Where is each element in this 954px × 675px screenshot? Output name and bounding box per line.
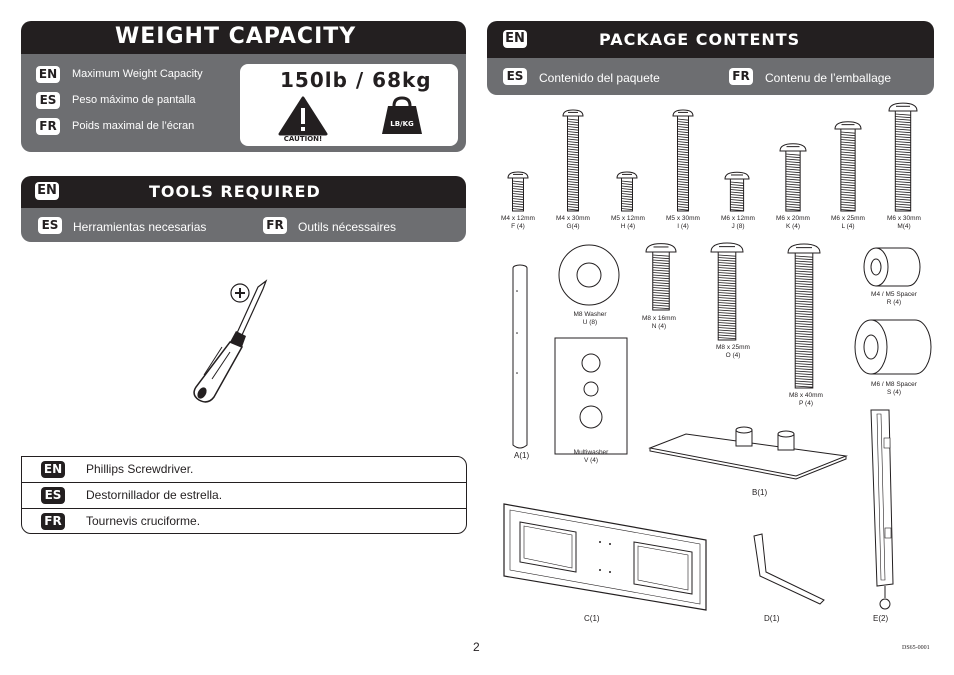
document-id: DS65-0001 <box>902 645 930 651</box>
tools-es-text: Herramientas necesarias <box>73 220 207 234</box>
phillips-screwdriver-illustration <box>180 275 280 410</box>
screw-label-f: M4 x 12mm F (4) <box>501 215 535 230</box>
screw-0 <box>508 172 528 211</box>
list-item <box>22 483 466 509</box>
screw-label-k: M6 x 20mm K (4) <box>776 215 810 230</box>
weight-value: 150lb / 68kg <box>280 68 432 92</box>
m8-washer-label: M8 Washer U (8) <box>573 311 607 326</box>
screw-5 <box>780 144 806 211</box>
weight-unit-label: LB/KG <box>390 120 414 128</box>
package-header <box>487 21 934 58</box>
lang-badge-fr: FR <box>36 118 60 135</box>
weight-value-card <box>240 64 458 146</box>
weight-capacity-title: WEIGHT CAPACITY <box>115 24 357 49</box>
spacer-r-label: M4 / M5 Spacer R (4) <box>871 291 917 306</box>
part-e-label: E(2) <box>873 614 889 623</box>
part-e-vertical-arm <box>865 408 905 613</box>
tool-name-fr: Tournevis cruciforme. <box>86 514 201 528</box>
max-weight-fr: Poids maximal de l’écran <box>72 120 195 132</box>
lang-badge-en: EN <box>503 30 527 48</box>
multiwasher <box>554 337 628 455</box>
lang-badge-es: ES <box>503 68 527 85</box>
screw-1 <box>563 110 583 211</box>
lang-badge-es: ES <box>36 92 60 109</box>
screw-row-illustration <box>487 95 934 215</box>
m8-25-label: M8 x 25mm O (4) <box>716 344 750 359</box>
lang-badge-en: EN <box>36 66 60 83</box>
screw-label-m: M6 x 30mm M(4) <box>887 215 921 230</box>
page-number: 2 <box>473 640 480 654</box>
list-item <box>22 457 466 483</box>
list-item <box>22 509 466 535</box>
caution-icon <box>278 96 328 142</box>
screw-6 <box>835 122 861 211</box>
screw-label-g: M4 x 30mm G(4) <box>556 215 590 230</box>
screw-3 <box>673 110 693 211</box>
screw-label-h: M5 x 12mm H (4) <box>611 215 645 230</box>
lang-badge-es: ES <box>38 217 62 234</box>
part-b-label: B(1) <box>752 488 768 497</box>
tools-fr-text: Outils nécessaires <box>298 220 397 234</box>
m8-washer <box>557 243 621 307</box>
m8-16-screw <box>646 244 676 310</box>
screw-2 <box>617 172 637 211</box>
package-title: PACKAGE CONTENTS <box>599 30 801 49</box>
tool-name-es: Destornillador de estrella. <box>86 488 223 502</box>
caution-label: CAUTION! <box>283 135 323 142</box>
tools-list <box>21 456 467 534</box>
package-translations <box>487 58 934 95</box>
part-c-label: C(1) <box>584 614 600 623</box>
m8-40-screw <box>788 244 820 388</box>
screw-7 <box>889 103 917 211</box>
screw-label-l: M6 x 25mm L (4) <box>831 215 865 230</box>
lang-badge-en: EN <box>41 461 65 478</box>
lang-badge-es: ES <box>41 487 65 504</box>
tools-translations <box>21 208 466 242</box>
package-es-text: Contenido del paquete <box>539 71 660 85</box>
m8-16-label: M8 x 16mm N (4) <box>642 315 676 330</box>
screw-4 <box>725 172 749 211</box>
m8-40-label: M8 x 40mm P (4) <box>789 392 823 407</box>
spacer-r <box>862 244 922 289</box>
part-d-label: D(1) <box>764 614 780 623</box>
screw-label-j: M6 x 12mm J (8) <box>721 215 755 230</box>
tool-name-en: Phillips Screwdriver. <box>86 462 194 476</box>
m8-25-screw <box>711 243 743 340</box>
spacer-s-label: M6 / M8 Spacer S (4) <box>871 381 917 396</box>
tools-header <box>21 176 466 208</box>
weight-capacity-header <box>21 21 466 54</box>
multiwasher-label: Multiwasher V (4) <box>573 449 609 464</box>
lang-badge-fr: FR <box>729 68 753 85</box>
part-a-label: A(1) <box>514 451 530 460</box>
spacer-s <box>853 316 935 378</box>
package-fr-text: Contenu de l’emballage <box>765 71 892 85</box>
part-d-allen-key <box>748 530 828 606</box>
part-a-tube <box>508 263 532 453</box>
tools-title: TOOLS REQUIRED <box>149 182 321 201</box>
lang-badge-en: EN <box>35 182 59 200</box>
lang-badge-fr: FR <box>263 217 287 234</box>
lang-badge-fr: FR <box>41 513 65 530</box>
max-weight-en: Maximum Weight Capacity <box>72 68 203 80</box>
max-weight-es: Peso máximo de pantalla <box>72 94 196 106</box>
screw-label-i: M5 x 30mm I (4) <box>666 215 700 230</box>
part-c-wall-plate <box>500 500 710 612</box>
part-b-plate <box>646 422 850 482</box>
weight-icon <box>380 94 424 138</box>
